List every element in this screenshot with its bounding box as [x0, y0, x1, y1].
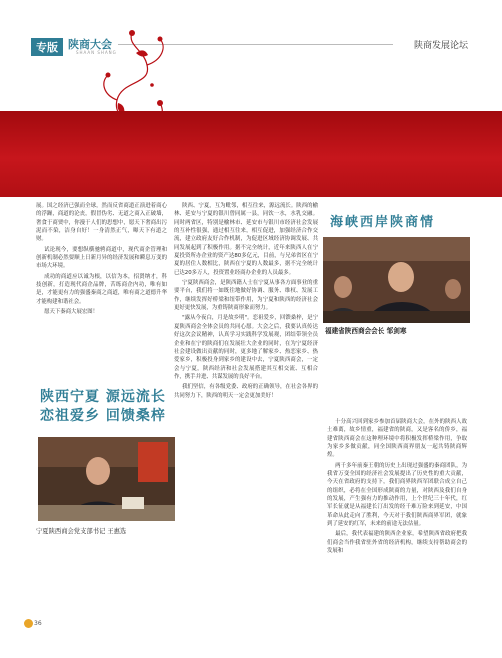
- photo-zou-jianhan: [323, 237, 470, 323]
- article-column-2: [174, 202, 318, 402]
- brand-title: 陕商大会: [68, 38, 112, 51]
- paragraph: 我们坚信，有各级党委、政府的正确领导，在社会各界的共同努力下，陕西的明天一定会更加美好！: [174, 384, 318, 399]
- article-column-3: [327, 418, 467, 558]
- caption-right: 福建省陕西商会会长 邹剑寒: [325, 327, 407, 335]
- paragraph: 试论现今，要想纵横驰骋商道中，现代商企管理和创新机制必然要顺上日新月异的经济发展和瞬息万变的市场大环境。: [36, 246, 167, 270]
- paragraph: 愿天下秦商大展宏图！: [44, 309, 99, 316]
- paragraph: 陕西、宁夏，互为毗邻，相互往来，源远流长。陕西的榆林、延安与宁夏的银川曾同属一县，同饮一水，水乳交融。同时两省区，特别是榆林市、延安市与银川市经济社会发展的互补性很强，通过相互往来，相互促进，加强经济合作交流，建立政府友好合作机制，为促进区域经济协调发展、共同发展起到了积极作用。据不完全统计，近年来陕西人在宁夏投资所办企业的资产达80多亿元，目前，与兄弟省区在宁夏的居住人数相比，陕西在宁夏的人数最多，据不完全统计已达20多万人，投资置业经商办企业的人员最多。: [174, 203, 318, 276]
- left-heading: [40, 388, 168, 426]
- page-header: [0, 0, 502, 60]
- paragraph: 宁夏陕西商会，是陕西籍人士在宁夏从事各方面事业的重要平台，我们将一如既往地做好协调、服务、维权、发展工作，继续发挥好桥梁和纽带作用，为宁夏和陕西的经济社会更好更快发展，为重铸陕商形象而努力。: [174, 280, 318, 312]
- right-heading: 海峡西岸陕商情: [330, 215, 436, 230]
- photo-wang-huixuan: [38, 437, 175, 521]
- paragraph: 两千多年前秦王朝的历史上出现过强盛的秦商团队，为我省万变全国的经济社会发展提出了历史性的重大贡献，今天在省政府的支持下，我们商界陕西军团联合成立自己的组织，必将在全国形成陕商的力量，对陕西及我们自身的发展，产生强有力的推动作用，上个世纪三十年代，红军长征就是从福建长汀出发的经千难万险来到延安，中国革命从此走向了胜利，今天对于我们陕西商界军团，就象到了延安的红军，未来的前途无法估量。: [327, 462, 467, 528]
- page-number-dot: [24, 619, 33, 628]
- paragraph: "露从今夜白，月是故乡明"。恋祖爱乡，回馈桑梓，是宁夏陕西商会全体会员的共同心愿。大会之后，我要认真传达好这次会议精神，认真学习实践科学发展观，团结带领全员企业和在宁的陕商们在发展壮大企业的同时，在为宁夏经济社会建设做出贡献的同时，更多地了解家乡、热恋家乡、热爱家乡，积极投身到家乡的建设中去，宁夏陕西商会，一定会与宁夏，陕西经济和社会发展搭建其互相交流、互相合作，携手并进、共谋发展的良好平台。: [174, 315, 318, 380]
- paragraph: 最后，我代表福建的陕西企业家，希望陕西省政府把我们商会当作我省驻外省的经济机构，继续支持帮助商会的发展和: [327, 531, 467, 555]
- left-heading-line-2: 恋祖爱乡 回馈桑梓: [40, 408, 166, 424]
- paragraph: 展。国之经济已强而全球，然而反省商道正演进着商心的浮躁，商道的沦丧，假冒伪劣、无道之商入正破墙，奢食于商贾中，你漫于人们的思想中，愿天下奢商出污泥而不染，洁身自好！一身清然正气，曝天下有道之财。: [36, 203, 167, 243]
- page-number: 36: [34, 620, 42, 627]
- section-tag: 专版: [31, 38, 63, 56]
- paragraph: 十分高兴回到家乡参加首届陕商大会，在外的陕西人故土难离，故乡情重，福建省的陕商，又是客名的侨乡，福建省陕西商会在这种理环境中将积极发挥桥梁作用，争取为家乡多做贡献，同全国陕西商界朋友一起共铸陕商辉煌。: [327, 419, 467, 459]
- brand-subtitle: SHAAN SHANG: [76, 50, 117, 55]
- red-banner: [0, 111, 502, 197]
- left-heading-line-1: 陕西宁夏 源远流长: [40, 389, 166, 405]
- section-name: 陕商发展论坛: [413, 41, 468, 51]
- caption-left: 宁夏陕西商会党支部书记 王惠选: [36, 528, 127, 535]
- paragraph: 成功的商道应以诚为根，以信为本，招贤纳才，科技创新，打造现代商企品牌，苦练商企内功，唯有如是，才能更有力的强盛秦商之商道，唯有商之道德升华才能构建和谐社会。: [36, 273, 167, 305]
- article-column-1: [36, 202, 167, 318]
